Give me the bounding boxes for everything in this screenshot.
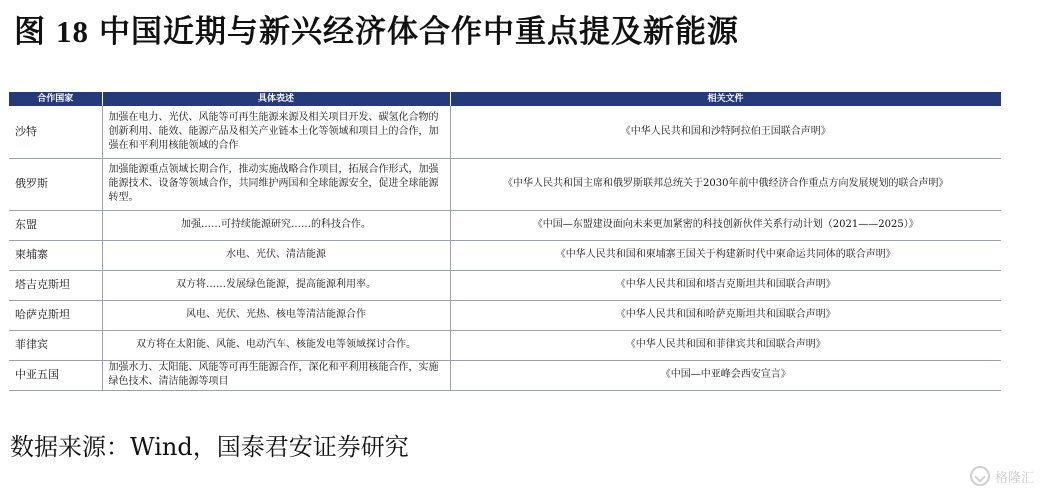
- document-cell: 《中国—中亚峰会西安宣言》: [450, 360, 1001, 390]
- header-document: 相关文件: [450, 92, 1001, 106]
- table-row: [9, 360, 1001, 390]
- content-cell: 加强……可持续能源研究……的科技合作。: [102, 210, 450, 240]
- table-row: [9, 158, 1001, 210]
- cooperation-table: [9, 92, 1002, 391]
- figure-number: 18: [56, 14, 89, 49]
- document-cell: 《中华人民共和国和塔吉克斯坦共和国联合声明》: [450, 270, 1001, 300]
- document-cell: 《中华人民共和国和沙特阿拉伯王国联合声明》: [450, 106, 1001, 158]
- header-country: 合作国家: [9, 92, 102, 106]
- watermark: [970, 466, 1034, 486]
- watermark-text: 格隆汇: [994, 470, 1034, 486]
- table-row: [9, 106, 1001, 158]
- figure-label: 图: [14, 14, 46, 50]
- table-row: [9, 240, 1001, 270]
- header-content: 具体表述: [102, 92, 450, 106]
- country-cell: 中亚五国: [9, 360, 102, 390]
- document-cell: 《中华人民共和国和柬埔寨王国关于构建新时代中柬命运共同体的联合声明》: [450, 240, 1001, 270]
- content-cell: 双方将在太阳能、风能、电动汽车、核能发电等领域探讨合作。: [102, 330, 450, 360]
- document-cell: 《中华人民共和国和菲律宾共和国联合声明》: [450, 330, 1001, 360]
- country-cell: 东盟: [9, 210, 102, 240]
- country-cell: 俄罗斯: [9, 158, 102, 210]
- document-cell: 《中华人民共和国主席和俄罗斯联邦总统关于2030年前中俄经济合作重点方向发展规划的联合声明》: [450, 158, 1001, 210]
- table-row: [9, 330, 1001, 360]
- document-cell: 《中华人民共和国和哈萨克斯坦共和国联合声明》: [450, 300, 1001, 330]
- document-cell: 《中国—东盟建设面向未来更加紧密的科技创新伙伴关系行动计划（2021——2025）》: [450, 210, 1001, 240]
- content-cell: 风电、光伏、光热、核电等清洁能源合作: [102, 300, 450, 330]
- figure-title-text: 中国近期与新兴经济体合作中重点提及新能源: [99, 14, 739, 50]
- content-cell: 加强在电力、光伏、风能等可再生能源来源及相关项目开发、碳氢化合物的创新利用、能效、能源产品及相关产业链本土化等领域和项目上的合作，加强在和平利用核能领域的合作: [102, 106, 450, 158]
- data-source-note: 数据来源：Wind，国泰君安证券研究: [10, 433, 409, 461]
- table-row: [9, 300, 1001, 330]
- content-cell: 水电、光伏、清洁能源: [102, 240, 450, 270]
- country-cell: 菲律宾: [9, 330, 102, 360]
- table-row: [9, 210, 1001, 240]
- table-header-row: [9, 92, 1001, 106]
- figure-title: [14, 12, 739, 52]
- country-cell: 柬埔寨: [9, 240, 102, 270]
- content-cell: 加强能源重点领域长期合作，推动实施战略合作项目，拓展合作形式，加强能源技术、设备等领域合作，共同维护两国和全球能源安全，促进全球能源转型。: [102, 158, 450, 210]
- country-cell: 塔吉克斯坦: [9, 270, 102, 300]
- country-cell: 沙特: [9, 106, 102, 158]
- country-cell: 哈萨克斯坦: [9, 300, 102, 330]
- table-row: [9, 270, 1001, 300]
- gelonghui-logo-icon: [970, 466, 990, 486]
- content-cell: 双方将……发展绿色能源，提高能源利用率。: [102, 270, 450, 300]
- content-cell: 加强水力、太阳能、风能等可再生能源合作，深化和平利用核能合作，实施绿色技术、清洁能源等项目: [102, 360, 450, 390]
